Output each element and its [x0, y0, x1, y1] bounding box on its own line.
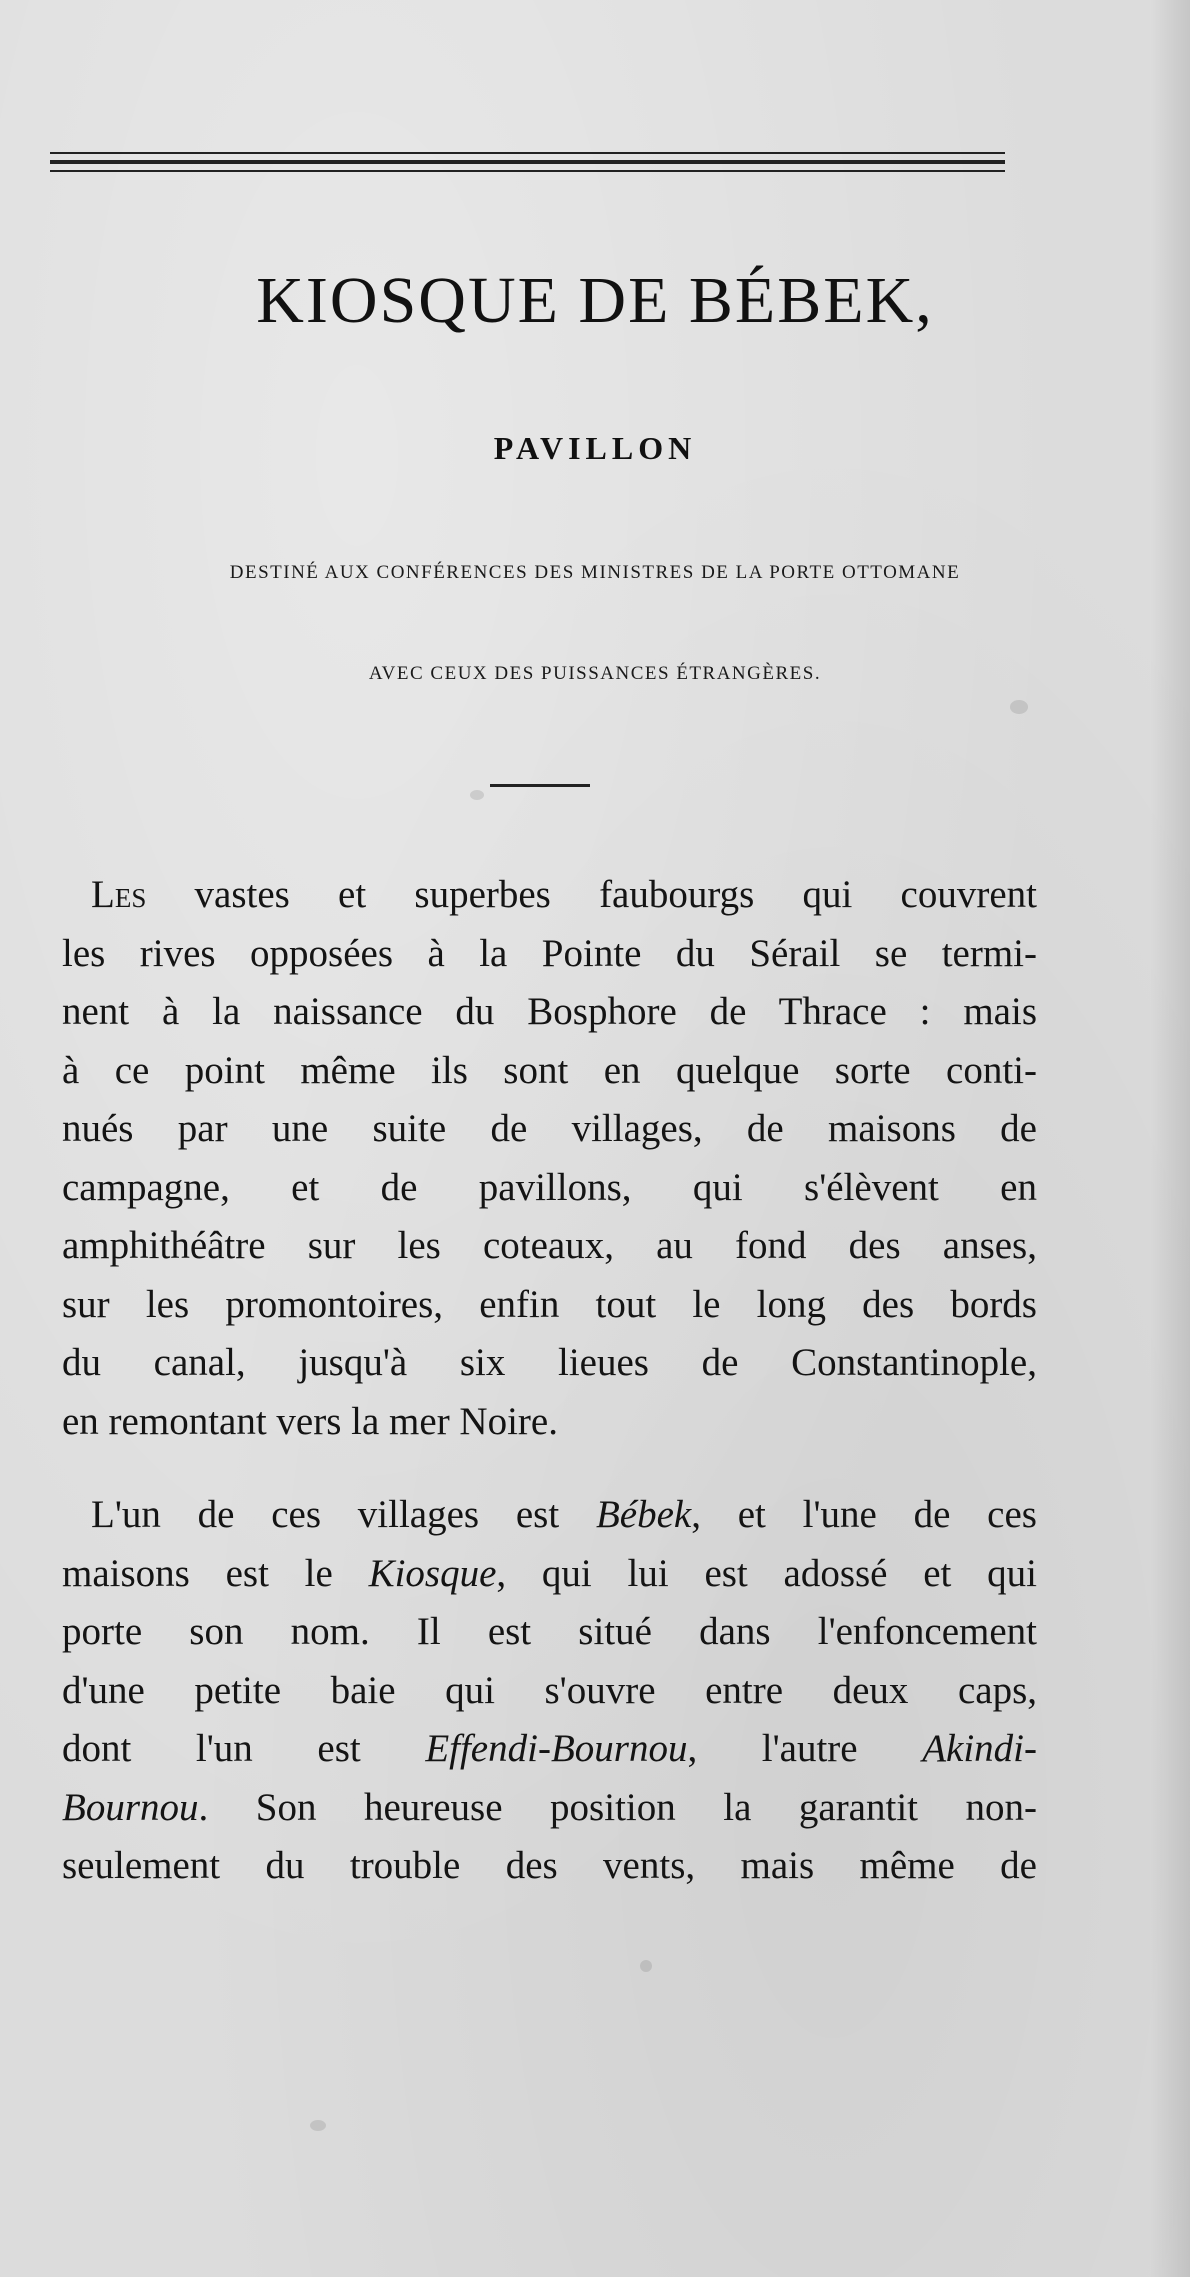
section-divider — [490, 784, 590, 787]
text-line: amphithéâtre sur les coteaux, au fond des anses, — [62, 1224, 1037, 1267]
text-line: campagne, et de pavillons, qui s'élèvent en — [62, 1165, 1037, 1209]
place-name: Bournou — [62, 1785, 199, 1829]
text-line — [62, 866, 1037, 925]
paper-speck — [640, 1960, 652, 1972]
text-line: en remontant vers la mer Noire. — [62, 1399, 558, 1443]
text-line — [62, 1720, 1037, 1779]
paper-speck — [310, 2120, 326, 2131]
text-segment: , et l'une de ces — [691, 1493, 1037, 1536]
text-line: sur les promontoires, enfin tout le long des bords — [62, 1282, 1037, 1326]
header-rule-middle — [50, 160, 1005, 164]
text-line: d'une petite baie qui s'ouvre entre deux caps, — [62, 1668, 1037, 1712]
page-title: KIOSQUE DE BÉBEK, — [256, 264, 934, 337]
text-line: les rives opposées à la Pointe du Sérail se termi- — [62, 931, 1037, 975]
text-segment: vastes et superbes faubourgs qui couvrent — [146, 873, 1037, 916]
text-line: nués par une suite de villages, de maisons de — [62, 1107, 1037, 1150]
page-subtitle: PAVILLON — [493, 430, 697, 466]
paragraph-2 — [62, 1486, 1037, 1896]
text-segment: L'un de ces villages est — [91, 1493, 596, 1536]
text-segment: dont l'un est — [62, 1727, 426, 1770]
text-line: seulement du trouble des vents, mais même de — [62, 1844, 1037, 1887]
text-line: porte son nom. Il est situé dans l'enfoncement — [62, 1610, 1037, 1653]
text-segment: . Son heureuse position la garantit non- — [198, 1785, 1037, 1829]
lead-word: Les — [91, 873, 147, 916]
paper-speck — [1010, 700, 1028, 714]
text-line — [62, 1779, 1037, 1838]
text-segment: , l'autre — [687, 1727, 923, 1770]
text-segment: maisons est le — [62, 1551, 369, 1595]
paper-speck — [470, 790, 484, 800]
text-line: nent à la naissance du Bosphore de Thrace : mais — [62, 990, 1037, 1033]
text-line: à ce point même ils sont en quelque sorte conti- — [62, 1048, 1037, 1092]
paragraph-1 — [62, 866, 1037, 1451]
place-name: Kiosque — [368, 1551, 497, 1595]
text-segment: , qui lui est adossé et qui — [496, 1551, 1037, 1595]
text-line: du canal, jusqu'à six lieues de Constantinople, — [62, 1341, 1037, 1384]
header-rule-bottom — [50, 170, 1005, 172]
place-name: Akindi- — [922, 1727, 1037, 1770]
place-name: Bébek — [595, 1493, 692, 1536]
header-rule-top — [50, 152, 1005, 154]
page-edge-shadow — [1150, 0, 1190, 2277]
caption-line-2: AVEC CEUX DES PUISSANCES ÉTRANGÈRES. — [368, 663, 822, 684]
text-line — [62, 1486, 1037, 1545]
text-line — [62, 1545, 1037, 1604]
caption-line-1: DESTINÉ AUX CONFÉRENCES DES MINISTRES DE LA PORTE OTTOMANE — [229, 562, 961, 583]
place-name: Effendi-Bournou — [425, 1727, 688, 1770]
